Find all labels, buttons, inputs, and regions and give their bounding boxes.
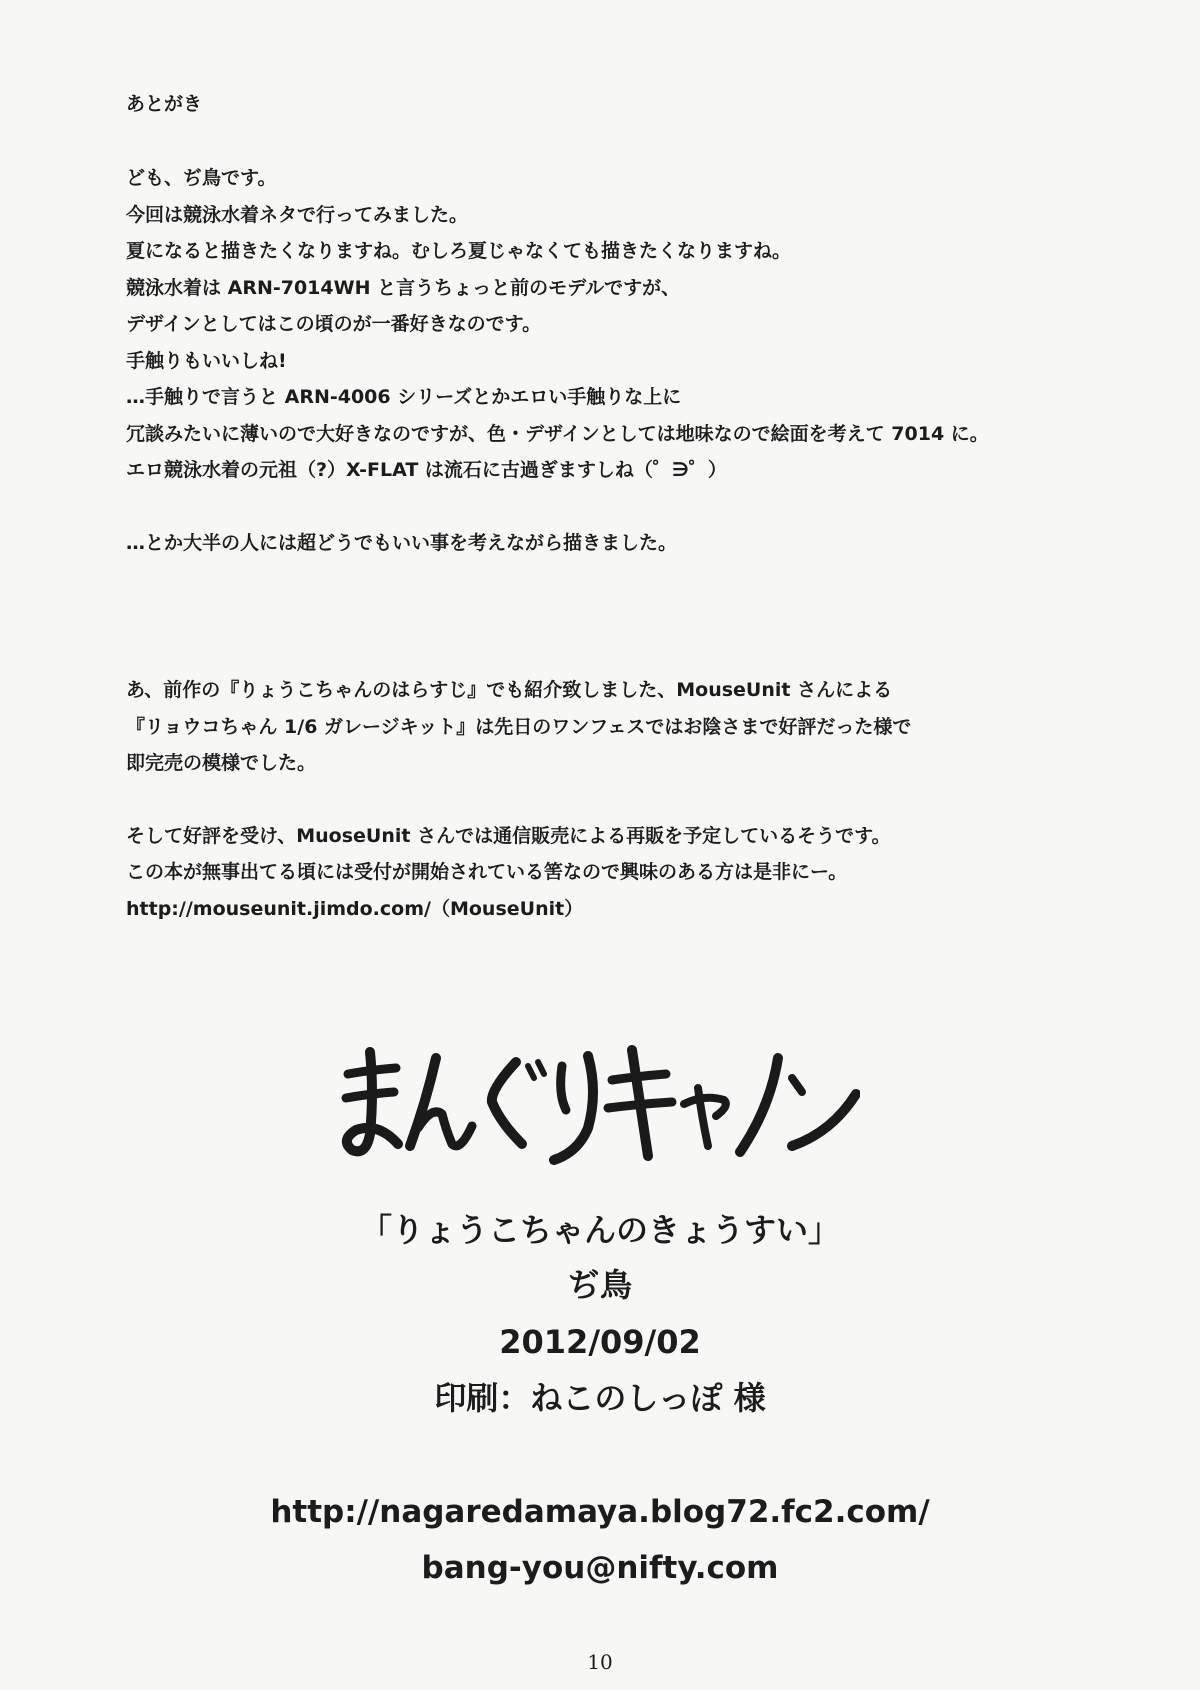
afterword-section [126,92,1126,927]
book-title: 「りょうこちゃんのきょうすい」 [359,1211,840,1249]
text-line: 即完売の模様でした。 [126,752,317,774]
afterword-paragraph-3 [126,672,1126,782]
circle-logo [340,1022,860,1172]
text-line: …手触りで言うと ARN-4006 シリーズとかエロい手触りな上に [126,386,682,408]
afterword-heading: あとがき [126,93,203,115]
author-name: ぢ鳥 [567,1266,632,1304]
paragraph-spacer [126,782,1126,818]
text-line: 今回は競泳水着ネタで行ってみました。 [126,203,469,226]
contact-email: bang-you@nifty.com [421,1550,779,1586]
paragraph-spacer [126,489,1126,525]
text-line: あ、前作の『りょうこちゃんのはらすじ』でも紹介致しました、MouseUnit さんによる [126,679,893,701]
paragraph-spacer [126,561,1126,672]
text-line: 『リョウコちゃん 1/6 ガレージキット』は先日のワンフェスではお陰さまで好評だった様で [126,715,912,738]
afterword-paragraph-2 [126,525,1126,562]
text-line: エロ競泳水着の元祖（?）X-FLAT は流石に古過ぎますしね（゜∋゜） [126,459,727,481]
afterword-paragraph-1 [126,160,1126,489]
publication-date: 2012/09/02 [499,1323,701,1361]
text-line: この本が無事出てる頃には受付が開始されている筈なので興味のある方は是非にー。 [126,861,848,883]
page-number: 10 [587,1650,613,1674]
printer-credit: 印刷：ねこのしっぽ 様 [434,1379,766,1417]
text-line: 冗談みたいに薄いので大好きなのですが、色・デザインとしては地味なので絵面を考えて 7014 に。 [126,422,989,445]
text-line: そして好評を受け、MuoseUnit さんでは通信販売による再販を予定しているそうです。 [126,824,891,847]
mouseunit-url-line: http://mouseunit.jimdo.com/（MouseUnit） [126,897,584,920]
text-line: …とか大半の人には超どうでもいい事を考えながら描きました。 [126,531,678,554]
text-line: 競泳水着は ARN-7014WH と言うちょっと前のモデルですが、 [126,276,681,299]
blog-url: http://nagaredamaya.blog72.fc2.com/ [270,1494,930,1530]
text-line: デザインとしてはこの頃のが一番好きなのです。 [126,313,542,335]
text-line: 夏になると描きたくなりますね。むしろ夏じゃなくても描きたくなりますね。 [126,240,792,262]
afterword-paragraph-4 [126,818,1126,928]
text-line: 手触りもいいしね! [126,349,287,372]
text-line: ども、ぢ鳥です。 [126,167,277,189]
